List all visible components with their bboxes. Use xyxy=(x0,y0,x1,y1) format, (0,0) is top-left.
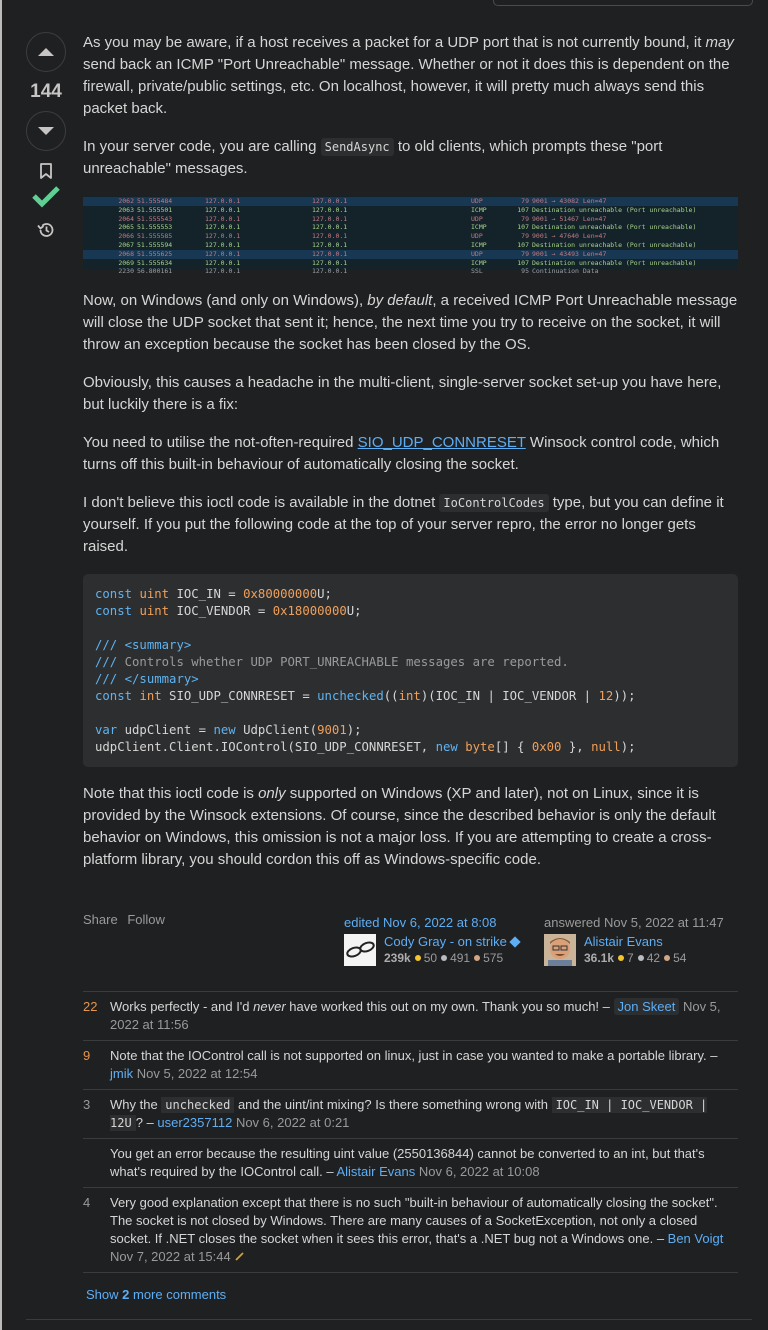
packet-row: 2063 51.555501 127.0.0.1 127.0.0.1 ICMP 107 Destination unreachable (Port unreachable) xyxy=(118,205,697,214)
checkmark-icon xyxy=(33,185,59,207)
packet-row: 2066 51.555585 127.0.0.1 127.0.0.1 UDP 79 9001 → 47640 Len=47 xyxy=(118,232,607,241)
upvote-button[interactable] xyxy=(26,32,66,72)
author-reputation: 36.1k 7 42 54 xyxy=(584,951,687,965)
comment-score: 4 xyxy=(83,1195,91,1210)
follow-link[interactable]: Follow xyxy=(127,912,165,927)
comment-date[interactable]: Nov 5, 2022 at 12:54 xyxy=(136,1066,258,1081)
comment-score xyxy=(83,1145,110,1181)
moderator-diamond-icon xyxy=(509,936,520,947)
paragraph: I don't believe this ioctl code is available in the dotnet IoControlCodes type, but you can define it yourself. If you put the following code at the top of your server repro, the error no longer gets raised. xyxy=(83,494,724,555)
comment-date[interactable]: Nov 7, 2022 at 15:44 xyxy=(110,1249,231,1264)
gold-badge-icon xyxy=(415,955,421,961)
comment-score: 22 xyxy=(83,999,98,1014)
comment-user[interactable]: Jon Skeet xyxy=(614,998,680,1015)
author-name[interactable]: Alistair Evans xyxy=(584,934,663,949)
comment-date[interactable]: Nov 6, 2022 at 0:21 xyxy=(235,1115,350,1130)
show-more-comments-link[interactable]: Show 2 more comments xyxy=(86,1287,227,1302)
comment-user[interactable]: Ben Voigt xyxy=(667,1231,724,1246)
comment-date[interactable]: Nov 6, 2022 at 10:08 xyxy=(418,1164,540,1179)
answer-body xyxy=(83,32,738,887)
bronze-badge-icon xyxy=(474,955,480,961)
vote-count: 144 xyxy=(30,81,62,102)
bookmark-button[interactable] xyxy=(39,163,53,179)
sio-udp-connreset-link[interactable]: SIO_UDP_CONNRESET xyxy=(357,434,526,451)
answered-date[interactable]: answered Nov 5, 2022 at 11:47 xyxy=(544,915,724,930)
wireshark-screenshot xyxy=(83,196,738,276)
arrow-down-icon xyxy=(38,127,54,135)
pencil-edited-icon xyxy=(234,1251,245,1262)
packet-row: 2067 51.555594 127.0.0.1 127.0.0.1 ICMP 107 Destination unreachable (Port unreachable) xyxy=(118,240,697,249)
paragraph: Now, on Windows (and only on Windows), by default, a received ICMP Port Unreachable message will close the UDP socket that sent it; hence, the next time you try to receive on the socket, it will throw an exception because the socket has been closed by the OS. xyxy=(83,292,738,353)
editor-signature xyxy=(344,915,544,966)
timeline-button[interactable] xyxy=(37,221,55,239)
inline-code: SendAsync xyxy=(321,138,394,156)
paragraph: You need to utilise the not-often-required SIO_UDP_CONNRESET Winsock control code, which turns off this built-in behaviour of automatically closing the socket. xyxy=(83,434,720,473)
editor-reputation: 239k 50 491 575 xyxy=(384,951,504,965)
comment: 9 Note that the IOControl call is not supported on linux, just in case you wanted to make a portable library. – jmik Nov 5, 2022 at 12:54 xyxy=(83,1048,718,1081)
comment: 3 Why the unchecked and the uint/int mixing? Is there something wrong with IOC_IN | IOC_VENDOR | 12U ? – user2357112 Nov 6, 2022 at 0:21 xyxy=(83,1097,708,1130)
downvote-button[interactable] xyxy=(26,111,66,151)
inline-code: IoControlCodes xyxy=(439,494,548,512)
comment: You get an error because the resulting uint value (2550136844) cannot be converted to an int, but that's what's required by the IOControl call. – Alistair Evans Nov 6, 2022 at 10:08 xyxy=(83,1139,738,1187)
arrow-up-icon xyxy=(38,48,54,56)
comment-score: 3 xyxy=(83,1097,91,1112)
vote-column xyxy=(24,32,68,239)
paragraph: As you may be aware, if a host receives a packet for a UDP port that is not currently bound, it may send back an ICMP "Port Unreachable" message. Whether or not it does this is dependent on the firewall, private/public settings, etc. On localhost, however, it will pretty much always send this packet back. xyxy=(83,34,734,117)
packet-row: 2068 51.555625 127.0.0.1 127.0.0.1 UDP 79 9001 → 43493 Len=47 xyxy=(83,250,738,259)
avatar-alistair-evans[interactable] xyxy=(544,934,576,966)
accepted-answer-check xyxy=(33,185,59,207)
paragraph: Note that this ioctl code is only supported on Windows (XP and later), not on Linux, since it is provided by the Winsock extensions. Of course, since the described behavior is only the default behavior on Windows, this omission is not a major loss. If you are attempting to create a cross-platform library, you should cordon this off as Windows-specific code. xyxy=(83,785,716,868)
bookmark-icon xyxy=(39,163,53,179)
paragraph: Obviously, this causes a headache in the multi-client, single-server socket set-up you have here, but luckily there is a fix: xyxy=(83,374,722,413)
comment-user[interactable]: jmik xyxy=(110,1066,134,1081)
share-link[interactable]: Share xyxy=(83,912,118,927)
avatar-cody-gray[interactable] xyxy=(344,934,376,966)
comment-user[interactable]: Alistair Evans xyxy=(336,1164,416,1179)
silver-badge-icon xyxy=(638,955,644,961)
comment-user[interactable]: user2357112 xyxy=(157,1115,233,1130)
packet-row: 2065 51.555553 127.0.0.1 127.0.0.1 ICMP 107 Destination unreachable (Port unreachable) xyxy=(118,223,697,232)
paragraph: In your server code, you are calling SendAsync to old clients, which prompts these "port unreachable" messages. xyxy=(83,138,663,177)
gold-badge-icon xyxy=(618,955,624,961)
history-icon xyxy=(37,221,55,239)
window-edge xyxy=(0,0,2,1330)
silver-badge-icon xyxy=(441,955,447,961)
packet-row: 2069 51.555634 127.0.0.1 127.0.0.1 ICMP 107 Destination unreachable (Port unreachable) xyxy=(118,258,697,267)
comment: 4 Very good explanation except that there is no such "built-in behaviour of automatically closing the socket". The socket is not closed by Windows. There are many causes of a SocketException, not only a closed socket. If .NET closes the socket when it sees this error, that's a .NET bug not a Windows one. – Ben Voigt Nov 7, 2022 at 15:44 xyxy=(83,1195,724,1264)
packet-row: 2062 51.555484 127.0.0.1 127.0.0.1 UDP 79 9001 → 43082 Len=47 xyxy=(83,197,738,206)
top-panel-edge xyxy=(493,0,753,6)
post-footer xyxy=(83,912,738,972)
code-block[interactable]: const uint IOC_IN = 0x80000000U; const uint IOC_VENDOR = 0x18000000U; /// <summary> /// Controls whether UDP PORT_UNREACHABLE messages are reported. /// </summary> const int SIO_UDP_CONNRESET = unchecked((int)(IOC_IN | IOC_VENDOR | 12)); var udpClient = new UdpClient(9001); udpClient.Client.IOControl(SIO_UDP_CONNRESET, new byte[] { 0x00 }, null); xyxy=(83,574,738,767)
comment-date[interactable]: Nov 5, 2022 at 11:56 xyxy=(110,999,721,1032)
comment: 22 Works perfectly - and I'd never have worked this out on my own. Thank you so much! – Jon Skeet Nov 5, 2022 at 11:56 xyxy=(83,999,721,1032)
edited-link[interactable]: edited Nov 6, 2022 at 8:08 xyxy=(344,915,497,930)
author-signature xyxy=(544,915,744,966)
post-menu xyxy=(83,912,171,927)
comment-score: 9 xyxy=(83,1048,91,1063)
editor-name[interactable]: Cody Gray - on strike xyxy=(384,934,507,949)
comments-list xyxy=(83,991,738,1273)
packet-row: 2230 56.800161 127.0.0.1 127.0.0.1 SSL 95 Continuation Data xyxy=(118,267,599,276)
packet-row: 2064 51.555543 127.0.0.1 127.0.0.1 UDP 79 9001 → 51467 Len=47 xyxy=(118,214,607,223)
bronze-badge-icon xyxy=(664,955,670,961)
divider xyxy=(26,1319,752,1320)
